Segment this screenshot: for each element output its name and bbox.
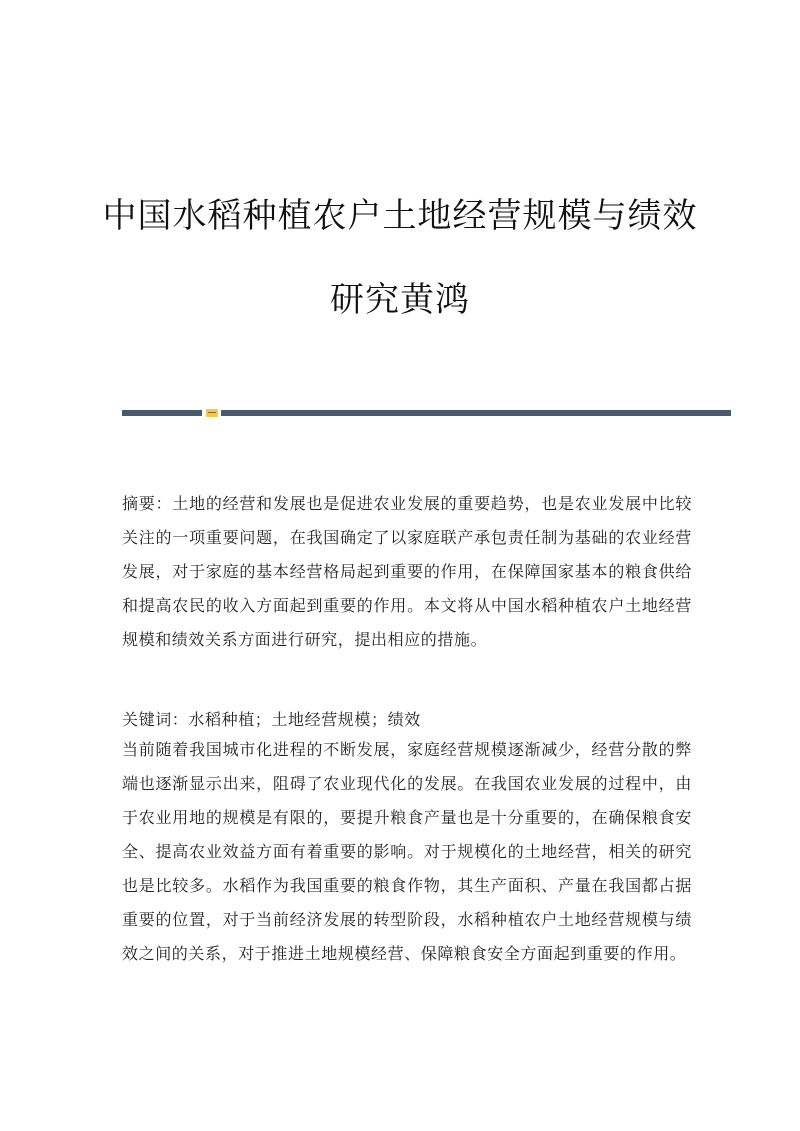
document-title-line-1: 中国水稻种植农户土地经营规模与绩效 bbox=[102, 196, 698, 236]
document-badge-icon bbox=[206, 409, 218, 417]
intro-paragraph: 当前随着我国城市化进程的不断发展，家庭经营规模逐渐减少，经营分散的弊端也逐渐显示出来，阻碍了农业现代化的发展。在我国农业发展的过程中，由于农业用地的规模是有限的，要提升粮食产量也是十分重要的，在确保粮食安全、提高农业效益方面有着重要的影响。对于规模化的土地经营，相关的研究也是比较多。水稻作为我国重要的粮食作物，其生产面积、产量在我国都占据重要的位置，对于当前经济发展的转型阶段，水稻种植农户土地经营规模与绩效之间的关系，对于推进土地规模经营、保障粮食安全方面起到重要的作用。 bbox=[122, 740, 692, 963]
divider-bar-right bbox=[221, 410, 731, 416]
document-title-line-2: 研究黄鸿 bbox=[330, 280, 470, 320]
abstract-paragraph: 摘要：土地的经营和发展也是促进农业发展的重要趋势，也是农业发展中比较关注的一项重要问题，在我国确定了以家庭联产承包责任制为基础的农业经营发展，对于家庭的基本经营格局起到重要的作用，在保障国家基本的粮食供给和提高农民的收入方面起到重要的作用。本文将从中国水稻种植农户土地经营规模和绩效关系方面进行研究，提出相应的措施。 bbox=[122, 494, 692, 649]
keywords-paragraph: 关键词：水稻种植；土地经营规模；绩效 bbox=[122, 710, 421, 729]
divider-bar-left bbox=[122, 410, 202, 416]
title-divider bbox=[122, 409, 731, 417]
